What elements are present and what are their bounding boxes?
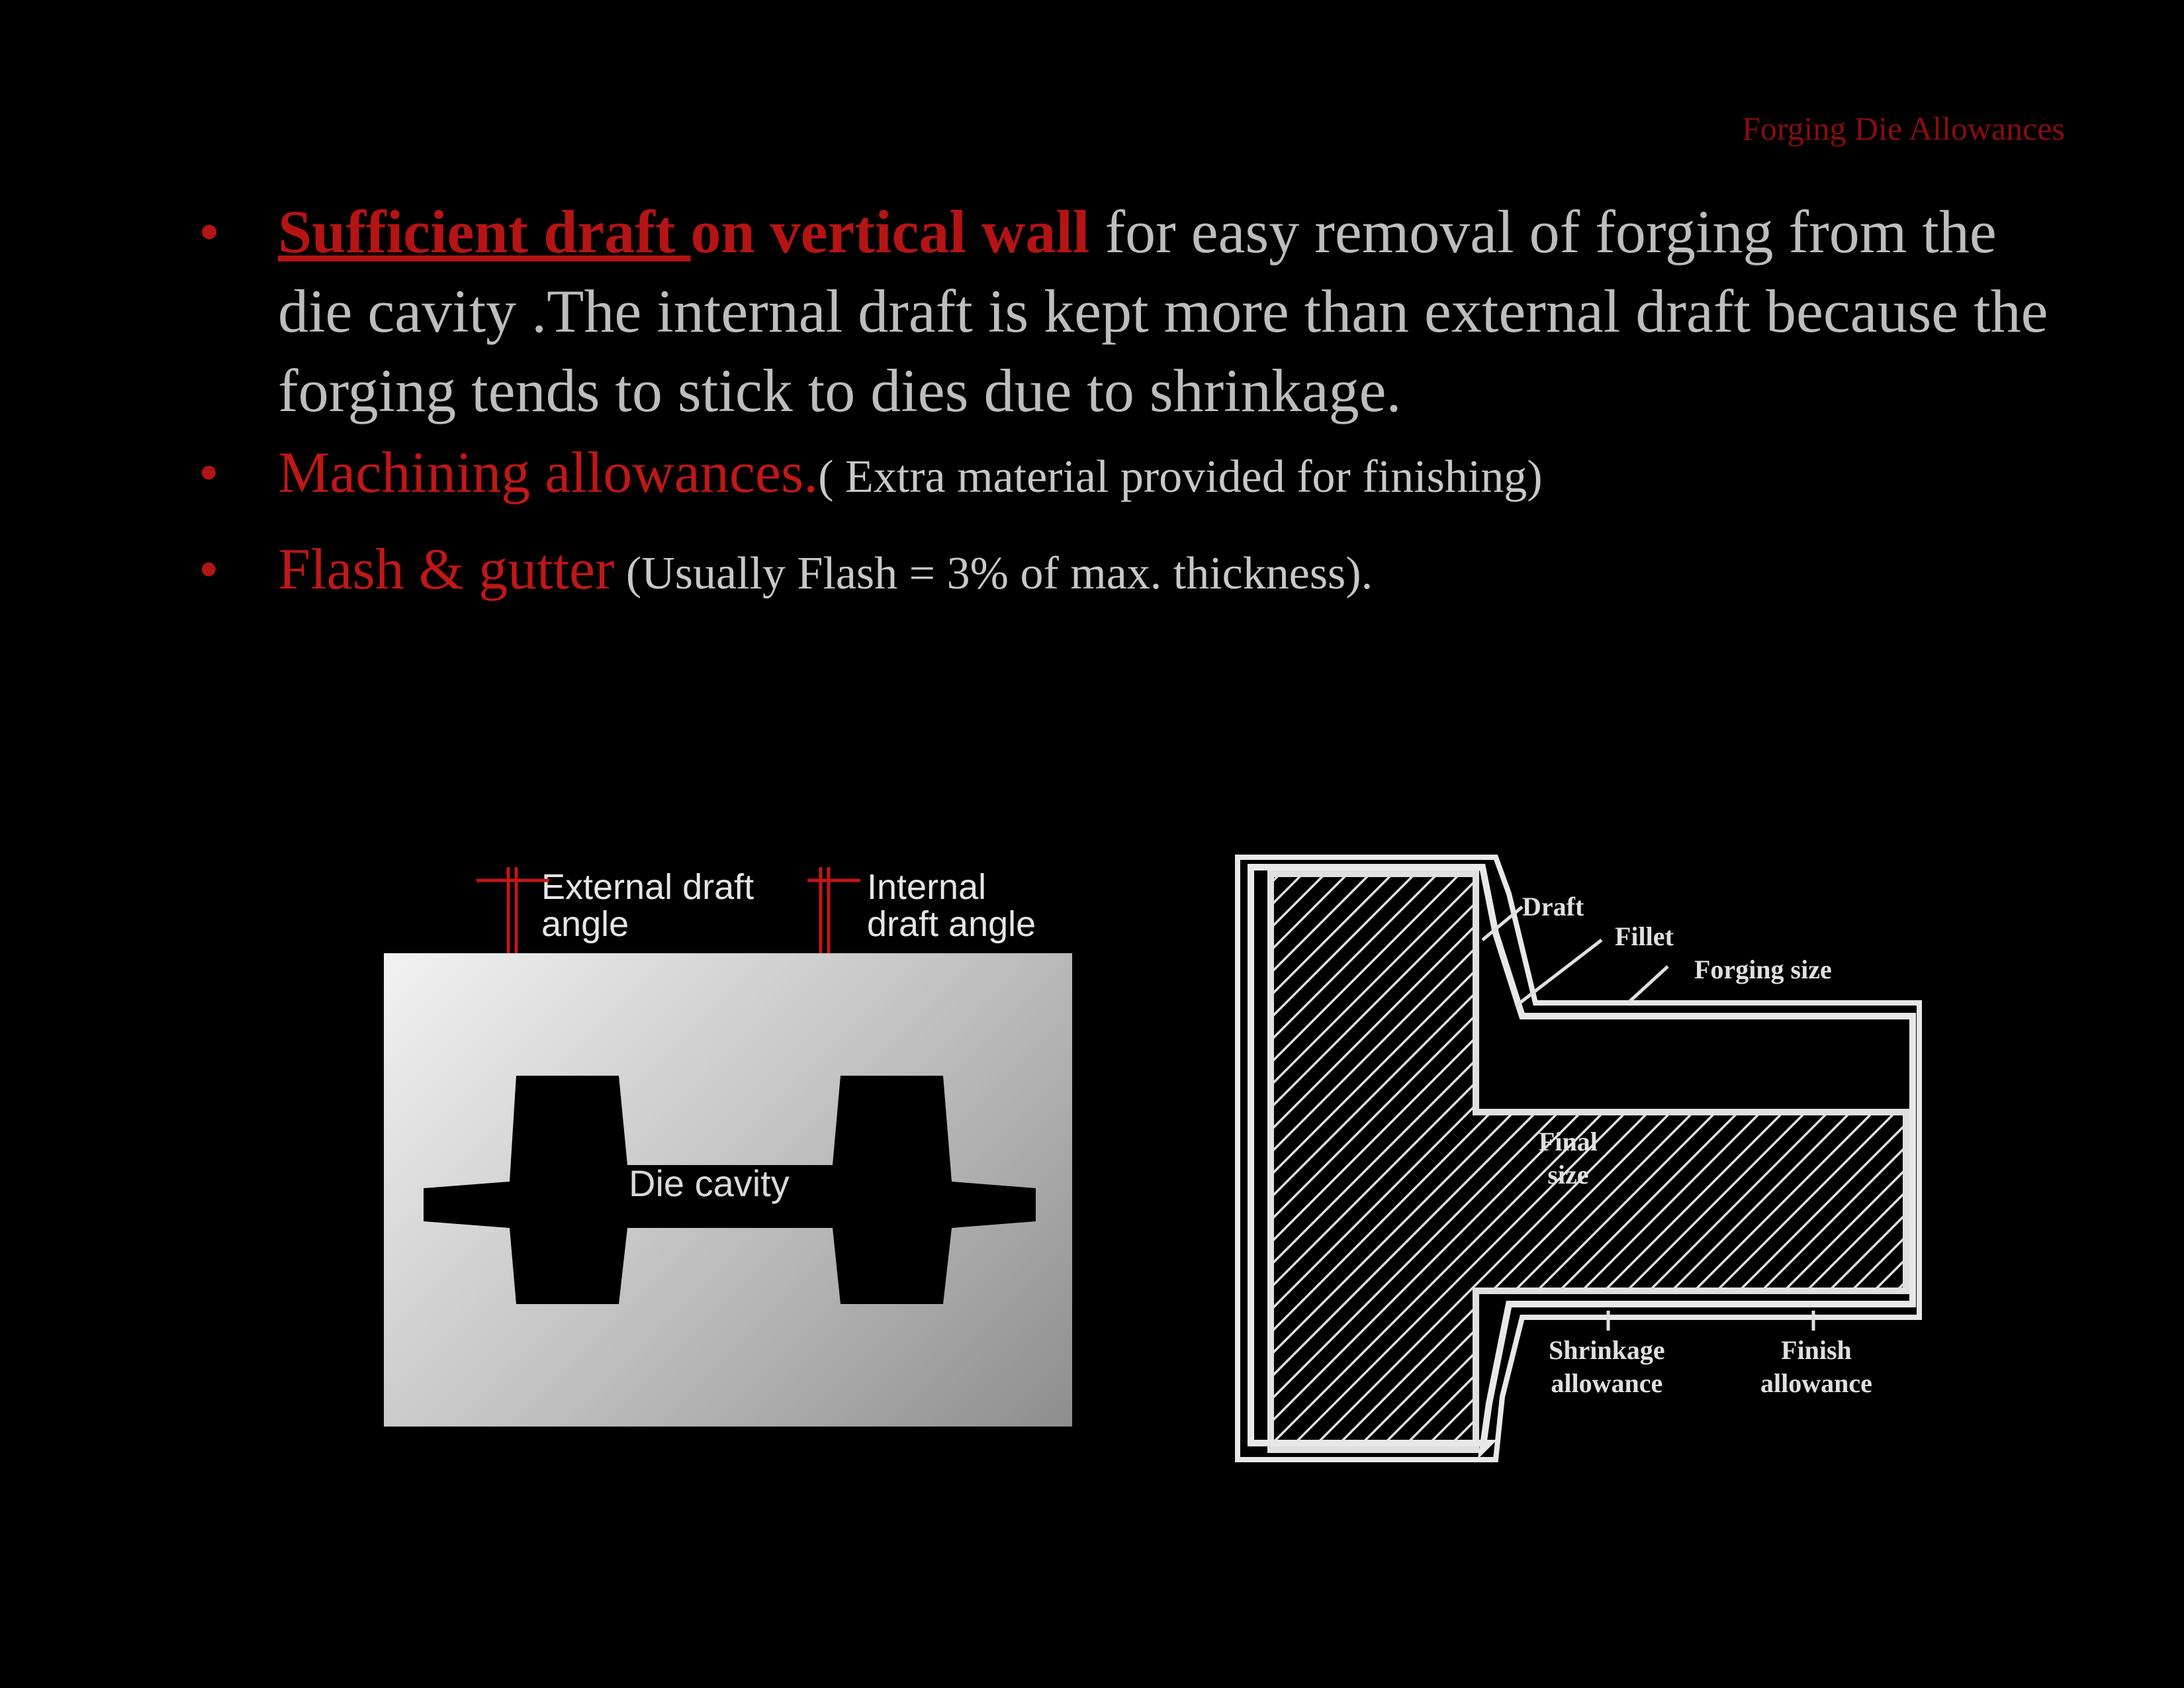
- fillet-label: Fillet: [1615, 921, 1674, 951]
- vertical-wall-highlight: on vertical wall: [690, 198, 1090, 265]
- internal-draft-label: Internal draft angle: [867, 867, 1036, 944]
- draft-highlight: Sufficient draft: [278, 198, 691, 265]
- draft-text: for easy removal of forging from the die cavity .The internal draft is kept more than external draft because the forging tends to stick to dies due to shrinkage.: [278, 198, 2048, 424]
- bullet-machining: [199, 437, 2052, 514]
- bullet-dot: •: [199, 198, 220, 265]
- bullet-dot: •: [199, 538, 219, 602]
- bullet-dot: •: [199, 441, 219, 505]
- flash-highlight: Flash & gutter: [278, 538, 615, 602]
- forging-allowance-figure: [1231, 854, 1959, 1470]
- slide-header-title: Forging Die Allowances: [1742, 110, 2065, 147]
- external-draft-label: External draft angle: [541, 867, 754, 944]
- machining-text: ( Extra material provided for finishing): [818, 451, 1543, 502]
- finish-allowance-label: Finish allowance: [1760, 1335, 1872, 1398]
- final-size-label: Final size: [1539, 1127, 1598, 1190]
- bullet-flash: [199, 534, 2052, 610]
- die-cavity-figure: [384, 953, 1072, 1427]
- draft-label: Draft: [1522, 892, 1584, 921]
- bullet-draft: [199, 192, 2052, 430]
- forging-size-label: Forging size: [1694, 955, 1832, 984]
- machining-highlight: Machining allowances.: [278, 441, 819, 505]
- flash-text: (Usually Flash = 3% of max. thickness).: [614, 548, 1373, 599]
- die-cavity-label: Die cavity: [629, 1162, 790, 1204]
- shrinkage-allowance-label: Shrinkage allowance: [1549, 1335, 1665, 1398]
- bullet-list: [199, 192, 2052, 610]
